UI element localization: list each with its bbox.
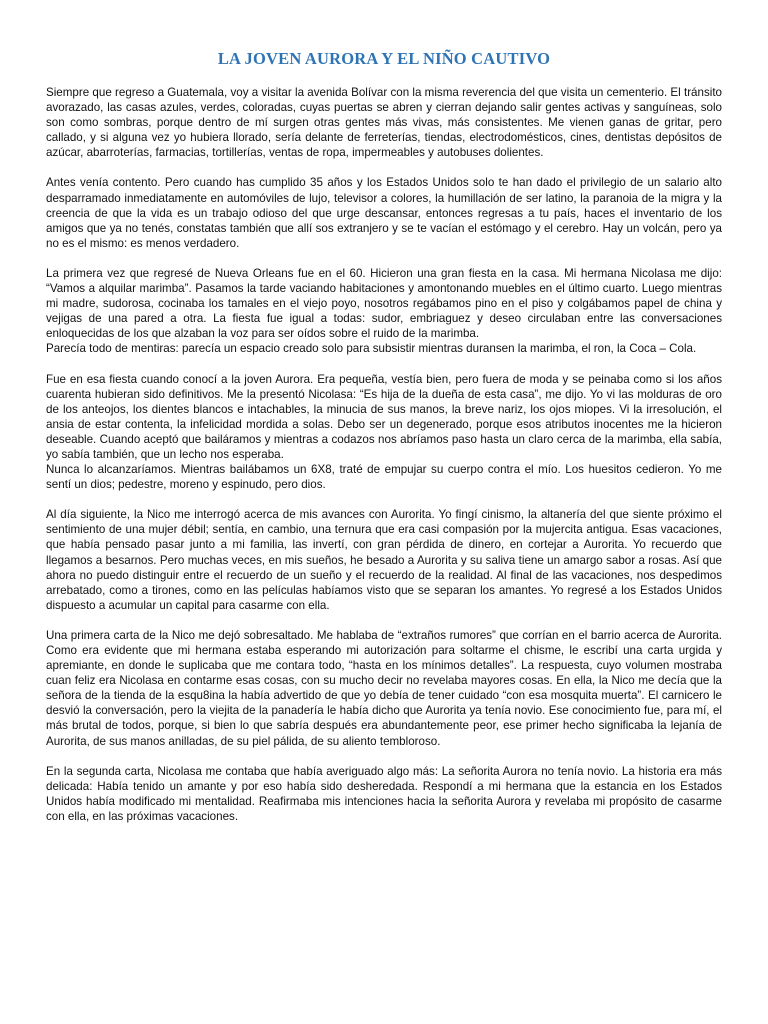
paragraph-text: Parecía todo de mentiras: parecía un espacio creado solo para subsistir mientras duransen la marimba, el ron, la Coca – Cola. xyxy=(46,342,697,356)
paragraph-text: Una primera carta de la Nico me dejó sobresaltado. Me hablaba de “extraños rumores” que corrían en el barrio acerca de Aurorita. Como era evidente que mi hermana estaba esperando mi autorización para soltarme el chisme, le escribí una carta urgida y apremiante, en donde le suplicaba que me contara todo, “hasta en los mínimos detalles”. La respuesta, cuyo volumen mostraba cuan feliz era Nicolasa en contarme esas cosas, con su mucho decir no revelaba mayores cosas. En ella, la Nico me decía que la señora de la tienda de la esqu8ina la había advertido de que yo debía de tener cuidado “con esa mosquita muerta”. El carnicero le desvió la conversación, pero la viejita de la panadería le había dicho que Aurorita ya tenía novio. Ese conocimiento fue, para mí, el más brutal de todos, porque, si bien lo que sabría después era abundantemente peor, ese primer hecho significaba la lejanía de Aurorita, de sus manos anilladas, de su piel pálida, de su aliento tembloroso. xyxy=(46,628,722,748)
paragraph-text: En la segunda carta, Nicolasa me contaba que había averiguado algo más: La señorita Aurora no tenía novio. La historia era más delicada: Había tenido un amante y por eso había sido desheredada. Respondí a mi hermana que la estancia en los Estados Unidos había modificado mi mentalidad. Reafirmaba mis intenciones hacia la señorita Aurora y revelaba mi propósito de casarme con ella, en las próximas vacaciones. xyxy=(46,764,722,823)
paragraph-text: Nunca lo alcanzaríamos. Mientras bailábamos un 6X8, traté de empujar su cuerpo contra el mío. Los huesitos cedieron. Yo me sentí un dios; pedestre, moreno y espinudo, pero dios. xyxy=(46,463,722,492)
paragraph-3 xyxy=(46,266,722,357)
paragraph-text: Siempre que regreso a Guatemala, voy a visitar la avenida Bolívar con la misma reverencia del que visita un cementerio. El tránsito avorazado, las casas azules, verdes, coloradas, cuyas puertas se abren y cierran dejando salir gentes activas y sanguíneas, solo son como sombras, porque dentro de mí surgen otras gentes más vivas, más consistentes. Me vienen ganas de gritar, pero callado, y si alguna vez yo hubiera llorado, sería delante de ferreterías, tiendas, electrodomésticos, cines, dentistas depósitos de azúcar, abarroterías, farmacias, tortillerías, ventas de ropa, impermeables y autobuses dolientes. xyxy=(46,86,722,160)
paragraph-text: Al día siguiente, la Nico me interrogó acerca de mis avances con Aurorita. Yo fingí cinismo, la altanería del que siente próximo el sentimiento de una mujer débil; sentía, en cambio, una ternura que era casi compasión por la mujercita antigua. Esas vacaciones, que había pensado pasar junto a mi familia, las invertí, con gran pérdida de dinero, en cortejar a Aurorita. Yo recuerdo que llegamos a besarnos. Pero muchas veces, en mis sueños, he besado a Aurorita y su saliva tiene un amargo sabor a rosas. Así que ahora no puedo distinguir entre el recuerdo de un sueño y el recuerdo de la realidad. Al final de las vacaciones, nos despedimos arrebatado, como a tirones, como en las películas habíamos visto que se separan los amantes. Yo regresé a los Estados Unidos dispuesto a acumular un capital para casarme con ella. xyxy=(46,508,722,612)
paragraph-4 xyxy=(46,372,722,493)
paragraph-text: Antes venía contento. Pero cuando has cumplido 35 años y los Estados Unidos solo te han dado el privilegio de un salario alto desparramado inmediatamente en automóviles de lujo, televisor a colores, la humillación de ser latino, la paranoia de la migra y la creencia de que la vida es un trabajo odioso del que urge descansar, entonces regresas a tu país, haces el inventario de los amigos que ya no tenés, constatas también que allí sos extranjero y se te vacían el estómago y el cerebro. Hay un volcán, pero ya no es el mismo: es menos verdadero. xyxy=(46,176,722,250)
paragraph-6 xyxy=(46,628,722,749)
document-title: LA JOVEN AURORA Y EL NIÑO CAUTIVO xyxy=(217,49,551,68)
document-page xyxy=(46,48,722,839)
paragraph-7 xyxy=(46,764,722,824)
paragraph-1 xyxy=(46,85,722,160)
paragraph-text: La primera vez que regresé de Nueva Orleans fue en el 60. Hicieron una gran fiesta en la casa. Mi hermana Nicolasa me dijo: “Vamos a alquilar marimba”. Pasamos la tarde vaciando habitaciones y amontonando muebles en el último cuarto. Luego mientras mi madre, sudorosa, cocinaba los tamales en el viejo poyo, nosotros regábamos pino en el piso y colgábamos papel de china y vejigas de una pared a otra. La fiesta fue igual a todas: sudor, embriaguez y deseo circulaban entre las conversaciones enloquecidas de los que alzaban la voz para ser oídos sobre el ruido de la marimba. xyxy=(46,266,722,341)
paragraph-2 xyxy=(46,175,722,250)
paragraph-5 xyxy=(46,507,722,613)
paragraph-text: Fue en esa fiesta cuando conocí a la joven Aurora. Era pequeña, vestía bien, pero fuera de moda y se peinaba como si los años cuarenta hubieran sido definitivos. Me la presentó Nicolasa: “Es hija de la dueña de esta casa”, me dijo. Yo vi las molduras de oro de los anteojos, los dientes blancos e intachables, la minucia de sus manos, la breve nariz, los ojos miopes. Vi la irresolución, el ansia de estar contenta, la infelicidad mordida a solas. Debo ser un degenerado, porque esos atributos inocentes me la hicieron deseable. Cuando aceptó que bailáramos y mientras a codazos nos abríamos paso hasta un claro cerca de la marimba, ella sabía, yo sabía también, que un lecho nos esperaba. xyxy=(46,372,722,461)
